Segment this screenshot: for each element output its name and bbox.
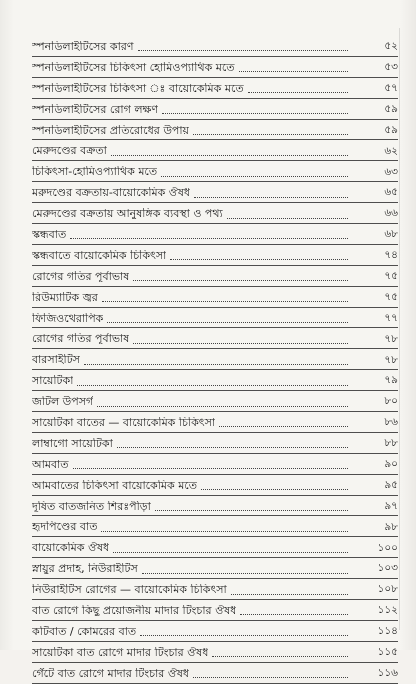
toc-entry xyxy=(32,78,398,99)
toc-entry-title: সায়েটিকা xyxy=(32,375,74,387)
dot-leader xyxy=(219,425,348,427)
toc-entry-page: ১১৫ xyxy=(377,646,398,659)
toc-entry-page: ৬৮ xyxy=(384,228,398,241)
toc-entry-title: সায়েটিকা বাতের — বায়োকেমিক চিকিৎসা xyxy=(32,416,216,428)
dot-leader xyxy=(162,112,348,114)
toc-entry xyxy=(32,224,398,245)
dot-leader xyxy=(107,321,348,323)
dot-leader xyxy=(101,530,348,532)
toc-entry-title: স্পনডিলাইটিসের প্রতিরোধের উপায় xyxy=(32,124,190,136)
toc-entry xyxy=(32,349,398,370)
toc-entry xyxy=(32,308,398,329)
toc-entry-page: ৮০ xyxy=(384,395,398,408)
dot-leader xyxy=(133,342,348,344)
toc-entry-page: ১০০ xyxy=(377,541,398,554)
dot-leader xyxy=(117,446,348,448)
toc-entry-page: ১১৬ xyxy=(377,666,398,679)
toc-entry-title: স্পনডিলাইটিসের রোগ লক্ষণ xyxy=(32,103,159,115)
toc-entry-page: ৯০ xyxy=(384,458,398,470)
toc-entry-title: বায়োকেমিক ঔষধ xyxy=(32,542,110,554)
toc-entry-title: রোগের গতির পূর্বাভাষ xyxy=(32,270,130,282)
dot-leader xyxy=(194,196,348,198)
toc-entry xyxy=(32,412,398,433)
dot-leader xyxy=(140,634,348,636)
toc-entry-title: মেরুদণ্ডের বক্রতায় আনুষঙ্গিক ব্যবস্থা ও পথ্য xyxy=(32,208,223,220)
toc-entry-title: কটিবাত / কোমরের বাত xyxy=(32,625,137,637)
toc-entry-title: নিউরাইটিস রোগের — বায়োকেমিক চিকিৎসা xyxy=(32,584,227,596)
toc-entry-title: দূষিত বাতজনিত শিরঃপীড়া xyxy=(32,500,151,512)
toc-entry xyxy=(32,328,398,349)
toc-entry-page: ৫২ xyxy=(384,40,398,53)
toc-entry-title: মেরুদণ্ডের বক্রতা xyxy=(32,145,107,157)
toc-entry-title: রোগের গতির পূর্বাভাষ xyxy=(32,333,130,345)
table-of-contents xyxy=(32,36,398,684)
toc-entry-title: স্পনডিলাইটিসের চিকিৎসা ঃ বায়োকেমিক মতে xyxy=(32,82,244,94)
toc-entry xyxy=(32,433,398,454)
dot-leader xyxy=(133,279,348,281)
toc-entry xyxy=(32,57,398,78)
toc-entry-title: আমবাতের চিকিৎসা বায়োকেমিক মতে xyxy=(32,479,197,491)
toc-entry-page: ৫৭ xyxy=(384,81,398,94)
toc-entry xyxy=(32,161,398,182)
toc-entry-page: ১১৪ xyxy=(377,625,398,638)
toc-entry xyxy=(32,120,398,141)
toc-entry xyxy=(32,99,398,120)
dot-leader xyxy=(170,258,348,260)
toc-entry-title: আমবাত xyxy=(32,458,69,470)
toc-entry-title: স্নায়ুর প্রদাহ, নিউরাইটিস xyxy=(32,563,138,575)
toc-entry-page: ৭৮ xyxy=(384,332,398,345)
toc-entry xyxy=(32,454,398,475)
dot-leader xyxy=(111,154,348,156)
dot-leader xyxy=(240,613,348,615)
dot-leader xyxy=(70,237,348,239)
toc-entry-title: স্কন্ধবাতে বায়োকেমিক চিকিৎসা xyxy=(32,249,167,261)
toc-entry xyxy=(32,203,398,224)
toc-entry xyxy=(32,36,398,57)
toc-entry-page: ৫৯ xyxy=(384,102,398,115)
toc-entry-title: চিকিৎসা-হোমিওপ্যাথিক মতে xyxy=(32,166,158,178)
dot-leader xyxy=(161,175,348,177)
dot-leader xyxy=(97,405,348,407)
toc-entry-page: ৬৬ xyxy=(384,207,398,220)
toc-entry xyxy=(32,558,398,579)
toc-entry-title: গেঁটে বাত রোগে মাদার টিংচার ঔষধ xyxy=(32,667,190,679)
toc-entry xyxy=(32,621,398,642)
toc-entry-page: ৭৭ xyxy=(384,311,398,324)
dot-leader xyxy=(212,655,348,657)
dot-leader xyxy=(84,363,348,365)
toc-entry xyxy=(32,245,398,266)
dot-leader xyxy=(248,91,348,93)
toc-entry xyxy=(32,370,398,391)
dot-leader xyxy=(73,467,348,469)
toc-entry-page: ৭৫ xyxy=(384,269,398,282)
toc-entry-title: সায়েটিকা বাত রোগে মাদার টিংচার ঔষধ xyxy=(32,646,209,658)
dot-leader xyxy=(142,572,348,574)
toc-entry xyxy=(32,663,398,684)
toc-entry-title: বাত রোগে কিছু প্রয়োজনীয় মাদার টিংচার ঔষধ xyxy=(32,604,237,616)
toc-entry-title: স্পনডিলাইটিসের চিকিৎসা হোমিওপ্যাথিক মতে xyxy=(32,61,235,73)
toc-entry-page: ৭৫ xyxy=(384,290,398,303)
toc-entry-page: ৯৫ xyxy=(384,478,398,491)
toc-entry-title: লাম্বাগো সায়েটিকা xyxy=(32,437,113,449)
toc-entry-page: ৮৮ xyxy=(384,437,398,450)
dot-leader xyxy=(155,509,348,511)
toc-entry xyxy=(32,516,398,537)
toc-entry-page: ৮৬ xyxy=(384,416,398,429)
toc-entry xyxy=(32,600,398,621)
page-edge-shadow xyxy=(399,28,400,630)
toc-entry-page: ৬২ xyxy=(384,144,398,157)
toc-entry-page: ১০৮ xyxy=(377,583,398,596)
toc-entry-page: ৬৩ xyxy=(384,165,398,178)
toc-entry-title: জটিল উপসর্গ xyxy=(32,396,94,408)
toc-entry xyxy=(32,579,398,600)
toc-entry-page: ৫৯ xyxy=(384,123,398,136)
toc-entry-title: রিউম্যাটিক জ্বর xyxy=(32,291,98,303)
toc-entry-page: ৭৪ xyxy=(384,249,398,262)
toc-entry xyxy=(32,391,398,412)
toc-entry-title: হৃদপিণ্ডের বাত xyxy=(32,521,98,533)
toc-entry xyxy=(32,266,398,287)
dot-leader xyxy=(201,488,348,490)
toc-entry xyxy=(32,182,398,203)
toc-entry-title: স্পনডিলাইটিসের কারণ xyxy=(32,40,134,52)
toc-entry-page: ৭৮ xyxy=(384,353,398,366)
row-rule xyxy=(32,683,398,684)
toc-entry-page: ১০৩ xyxy=(377,562,398,575)
dot-leader xyxy=(193,133,348,135)
dot-leader xyxy=(231,593,348,595)
dot-leader xyxy=(113,551,348,553)
toc-entry-title: মরুদণ্ডের বক্রতায়-বায়োকেমিক ঔষধ xyxy=(32,187,191,199)
dot-leader xyxy=(77,384,348,386)
toc-entry xyxy=(32,537,398,558)
toc-entry xyxy=(32,140,398,161)
toc-entry xyxy=(32,496,398,517)
toc-entry-page: ১১২ xyxy=(377,604,398,617)
toc-entry xyxy=(32,287,398,308)
toc-entry-page: ৭৯ xyxy=(384,374,398,387)
toc-entry-page: ৯৭ xyxy=(384,499,398,512)
toc-entry-title: ফিজিওথেরাপিক xyxy=(32,312,104,324)
toc-entry-title: বারসাইটিস xyxy=(32,354,80,366)
dot-leader xyxy=(239,70,348,72)
toc-entry-title: স্কন্ধবাত xyxy=(32,228,67,240)
toc-entry-page: ৬৫ xyxy=(384,186,398,199)
dot-leader xyxy=(227,217,348,219)
toc-entry xyxy=(32,642,398,663)
toc-entry xyxy=(32,475,398,496)
toc-entry-page: ৯৮ xyxy=(384,520,398,533)
dot-leader xyxy=(102,300,348,302)
dot-leader xyxy=(193,676,348,678)
toc-entry-page: ৫৩ xyxy=(384,61,398,74)
dot-leader xyxy=(138,49,349,51)
